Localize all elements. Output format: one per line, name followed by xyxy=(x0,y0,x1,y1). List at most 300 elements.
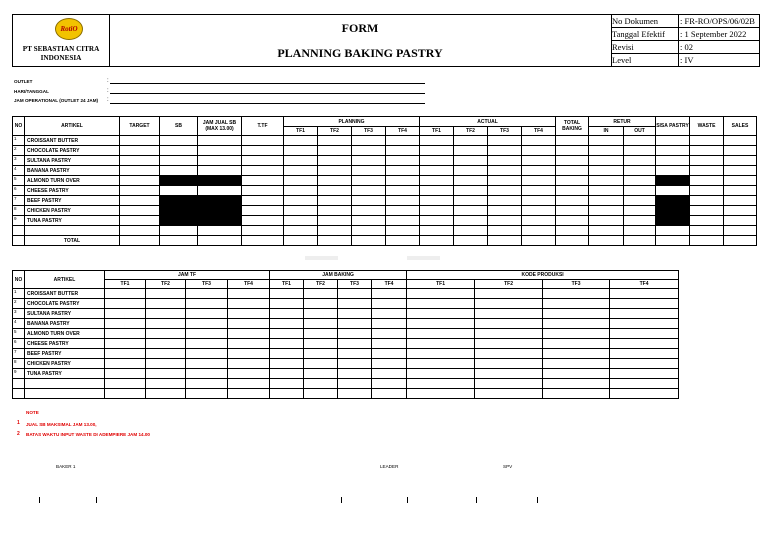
entry-cell[interactable] xyxy=(146,389,186,399)
entry-cell-ttf[interactable] xyxy=(242,226,284,236)
total-cell-sisa[interactable] xyxy=(656,236,690,246)
entry-cell-plan-tf3[interactable] xyxy=(352,216,386,226)
entry-cell[interactable] xyxy=(228,389,270,399)
entry-cell-waste[interactable] xyxy=(690,206,724,216)
entry-cell-act-tf2[interactable] xyxy=(454,186,488,196)
entry-cell[interactable] xyxy=(407,299,475,309)
entry-cell[interactable] xyxy=(228,349,270,359)
entry-cell-sales[interactable] xyxy=(724,146,757,156)
date-field[interactable] xyxy=(110,93,425,94)
entry-cell-total[interactable] xyxy=(556,166,589,176)
entry-cell-act-tf2[interactable] xyxy=(454,226,488,236)
entry-cell-plan-tf4[interactable] xyxy=(386,206,420,216)
entry-cell[interactable] xyxy=(270,289,304,299)
entry-cell-sb[interactable] xyxy=(160,136,198,146)
entry-cell[interactable] xyxy=(543,379,610,389)
entry-cell[interactable] xyxy=(543,369,610,379)
entry-cell[interactable] xyxy=(186,289,228,299)
entry-cell-target[interactable] xyxy=(120,216,160,226)
entry-cell-plan-tf3[interactable] xyxy=(352,136,386,146)
entry-cell[interactable] xyxy=(146,309,186,319)
entry-cell[interactable] xyxy=(270,379,304,389)
entry-cell-sisa[interactable] xyxy=(656,166,690,176)
entry-cell[interactable] xyxy=(610,359,679,369)
entry-cell[interactable] xyxy=(543,289,610,299)
entry-cell-plan-tf1[interactable] xyxy=(284,186,318,196)
entry-cell[interactable] xyxy=(270,299,304,309)
total-cell-sb[interactable] xyxy=(160,236,198,246)
entry-cell[interactable] xyxy=(338,389,372,399)
entry-cell-plan-tf2[interactable] xyxy=(318,166,352,176)
entry-cell[interactable] xyxy=(610,319,679,329)
entry-cell-act-tf4[interactable] xyxy=(522,206,556,216)
entry-cell-act-tf3[interactable] xyxy=(488,206,522,216)
entry-cell[interactable] xyxy=(228,379,270,389)
entry-cell-total[interactable] xyxy=(556,186,589,196)
entry-cell[interactable] xyxy=(304,289,338,299)
entry-cell-waste[interactable] xyxy=(690,176,724,186)
entry-cell-plan-tf2[interactable] xyxy=(318,136,352,146)
entry-cell-retur-out[interactable] xyxy=(624,176,656,186)
entry-cell[interactable] xyxy=(372,319,407,329)
entry-cell-waste[interactable] xyxy=(690,196,724,206)
entry-cell-plan-tf4[interactable] xyxy=(386,196,420,206)
entry-cell-retur-in[interactable] xyxy=(589,196,624,206)
entry-cell-jam[interactable] xyxy=(198,186,242,196)
entry-cell[interactable] xyxy=(146,289,186,299)
entry-cell-plan-tf1[interactable] xyxy=(284,196,318,206)
entry-cell[interactable] xyxy=(338,349,372,359)
entry-cell-retur-out[interactable] xyxy=(624,166,656,176)
entry-cell[interactable] xyxy=(475,369,543,379)
entry-cell-act-tf4[interactable] xyxy=(522,166,556,176)
entry-cell-sales[interactable] xyxy=(724,136,757,146)
entry-cell-act-tf1[interactable] xyxy=(420,136,454,146)
entry-cell[interactable] xyxy=(338,319,372,329)
entry-cell[interactable] xyxy=(543,309,610,319)
entry-cell-sisa[interactable] xyxy=(656,186,690,196)
entry-cell-target[interactable] xyxy=(120,186,160,196)
entry-cell-plan-tf1[interactable] xyxy=(284,176,318,186)
entry-cell-act-tf2[interactable] xyxy=(454,156,488,166)
entry-cell[interactable] xyxy=(338,359,372,369)
entry-cell-sales[interactable] xyxy=(724,186,757,196)
entry-cell[interactable] xyxy=(407,329,475,339)
entry-cell[interactable] xyxy=(372,309,407,319)
entry-cell[interactable] xyxy=(543,389,610,399)
entry-cell[interactable] xyxy=(304,379,338,389)
entry-cell-sb[interactable] xyxy=(160,186,198,196)
entry-cell-retur-in[interactable] xyxy=(589,186,624,196)
entry-cell-act-tf4[interactable] xyxy=(522,136,556,146)
entry-cell[interactable] xyxy=(186,359,228,369)
entry-cell-target[interactable] xyxy=(120,176,160,186)
entry-cell[interactable] xyxy=(105,369,146,379)
entry-cell-sb[interactable] xyxy=(160,166,198,176)
entry-cell-ttf[interactable] xyxy=(242,166,284,176)
total-cell-retur-in[interactable] xyxy=(589,236,624,246)
entry-cell[interactable] xyxy=(304,319,338,329)
entry-cell-act-tf1[interactable] xyxy=(420,146,454,156)
entry-cell-act-tf1[interactable] xyxy=(420,186,454,196)
entry-cell[interactable] xyxy=(186,299,228,309)
entry-cell-ttf[interactable] xyxy=(242,136,284,146)
entry-cell[interactable] xyxy=(475,389,543,399)
entry-cell-retur-out[interactable] xyxy=(624,196,656,206)
entry-cell[interactable] xyxy=(228,369,270,379)
entry-cell-sb[interactable] xyxy=(160,156,198,166)
entry-cell[interactable] xyxy=(543,339,610,349)
entry-cell[interactable] xyxy=(372,289,407,299)
entry-cell-sales[interactable] xyxy=(724,226,757,236)
entry-cell[interactable] xyxy=(146,319,186,329)
entry-cell[interactable] xyxy=(338,329,372,339)
entry-cell-ttf[interactable] xyxy=(242,186,284,196)
entry-cell-act-tf2[interactable] xyxy=(454,196,488,206)
entry-cell-sales[interactable] xyxy=(724,216,757,226)
entry-cell[interactable] xyxy=(304,349,338,359)
entry-cell[interactable] xyxy=(475,339,543,349)
entry-cell-act-tf2[interactable] xyxy=(454,146,488,156)
entry-cell[interactable] xyxy=(270,359,304,369)
entry-cell[interactable] xyxy=(338,379,372,389)
entry-cell[interactable] xyxy=(186,339,228,349)
total-cell-act-tf4[interactable] xyxy=(522,236,556,246)
entry-cell[interactable] xyxy=(228,359,270,369)
entry-cell[interactable] xyxy=(372,329,407,339)
entry-cell[interactable] xyxy=(105,389,146,399)
entry-cell[interactable] xyxy=(105,309,146,319)
entry-cell[interactable] xyxy=(146,379,186,389)
entry-cell[interactable] xyxy=(228,309,270,319)
entry-cell-act-tf3[interactable] xyxy=(488,186,522,196)
entry-cell-sb[interactable] xyxy=(160,226,198,236)
entry-cell-jam[interactable] xyxy=(198,136,242,146)
entry-cell[interactable] xyxy=(270,339,304,349)
entry-cell-retur-out[interactable] xyxy=(624,186,656,196)
entry-cell-act-tf3[interactable] xyxy=(488,136,522,146)
entry-cell-total[interactable] xyxy=(556,216,589,226)
entry-cell-retur-out[interactable] xyxy=(624,156,656,166)
entry-cell[interactable] xyxy=(407,359,475,369)
entry-cell-plan-tf3[interactable] xyxy=(352,146,386,156)
entry-cell-act-tf4[interactable] xyxy=(522,186,556,196)
entry-cell-retur-in[interactable] xyxy=(589,146,624,156)
entry-cell[interactable] xyxy=(186,329,228,339)
entry-cell-total[interactable] xyxy=(556,196,589,206)
entry-cell[interactable] xyxy=(543,349,610,359)
entry-cell[interactable] xyxy=(186,369,228,379)
entry-cell-jam[interactable] xyxy=(198,156,242,166)
entry-cell-ttf[interactable] xyxy=(242,206,284,216)
entry-cell[interactable] xyxy=(475,359,543,369)
entry-cell[interactable] xyxy=(543,319,610,329)
entry-cell-plan-tf3[interactable] xyxy=(352,176,386,186)
total-cell-act-tf2[interactable] xyxy=(454,236,488,246)
entry-cell-sales[interactable] xyxy=(724,206,757,216)
entry-cell[interactable] xyxy=(338,289,372,299)
entry-cell-waste[interactable] xyxy=(690,226,724,236)
entry-cell-total[interactable] xyxy=(556,226,589,236)
entry-cell-act-tf3[interactable] xyxy=(488,226,522,236)
entry-cell-act-tf2[interactable] xyxy=(454,136,488,146)
entry-cell[interactable] xyxy=(304,329,338,339)
entry-cell[interactable] xyxy=(610,299,679,309)
entry-cell-total[interactable] xyxy=(556,156,589,166)
entry-cell[interactable] xyxy=(372,349,407,359)
entry-cell-plan-tf1[interactable] xyxy=(284,166,318,176)
entry-cell[interactable] xyxy=(475,289,543,299)
entry-cell-sisa[interactable] xyxy=(656,136,690,146)
entry-cell-act-tf2[interactable] xyxy=(454,216,488,226)
entry-cell[interactable] xyxy=(105,359,146,369)
entry-cell-total[interactable] xyxy=(556,176,589,186)
entry-cell-act-tf4[interactable] xyxy=(522,156,556,166)
entry-cell[interactable] xyxy=(338,299,372,309)
entry-cell[interactable] xyxy=(186,309,228,319)
entry-cell-retur-in[interactable] xyxy=(589,156,624,166)
entry-cell-act-tf3[interactable] xyxy=(488,176,522,186)
entry-cell[interactable] xyxy=(407,289,475,299)
entry-cell-act-tf1[interactable] xyxy=(420,216,454,226)
total-cell-plan-tf3[interactable] xyxy=(352,236,386,246)
entry-cell-retur-in[interactable] xyxy=(589,206,624,216)
entry-cell-plan-tf2[interactable] xyxy=(318,226,352,236)
entry-cell-retur-in[interactable] xyxy=(589,136,624,146)
entry-cell[interactable] xyxy=(186,379,228,389)
entry-cell[interactable] xyxy=(270,369,304,379)
entry-cell[interactable] xyxy=(610,349,679,359)
entry-cell[interactable] xyxy=(186,389,228,399)
entry-cell[interactable] xyxy=(186,349,228,359)
entry-cell[interactable] xyxy=(543,299,610,309)
entry-cell[interactable] xyxy=(407,369,475,379)
entry-cell[interactable] xyxy=(304,299,338,309)
total-cell-jam[interactable] xyxy=(198,236,242,246)
entry-cell[interactable] xyxy=(105,329,146,339)
entry-cell-waste[interactable] xyxy=(690,186,724,196)
entry-cell[interactable] xyxy=(407,379,475,389)
entry-cell[interactable] xyxy=(105,339,146,349)
entry-cell-plan-tf4[interactable] xyxy=(386,156,420,166)
total-cell-plan-tf4[interactable] xyxy=(386,236,420,246)
entry-cell-total[interactable] xyxy=(556,136,589,146)
total-cell-plan-tf2[interactable] xyxy=(318,236,352,246)
entry-cell-act-tf1[interactable] xyxy=(420,156,454,166)
entry-cell[interactable] xyxy=(270,349,304,359)
entry-cell-retur-in[interactable] xyxy=(589,226,624,236)
entry-cell-plan-tf1[interactable] xyxy=(284,146,318,156)
entry-cell[interactable] xyxy=(186,319,228,329)
total-cell-retur-out[interactable] xyxy=(624,236,656,246)
entry-cell-act-tf1[interactable] xyxy=(420,206,454,216)
entry-cell-plan-tf2[interactable] xyxy=(318,156,352,166)
total-cell-act-tf1[interactable] xyxy=(420,236,454,246)
entry-cell-retur-out[interactable] xyxy=(624,206,656,216)
entry-cell-waste[interactable] xyxy=(690,146,724,156)
entry-cell[interactable] xyxy=(304,359,338,369)
entry-cell[interactable] xyxy=(146,369,186,379)
entry-cell[interactable] xyxy=(304,339,338,349)
entry-cell[interactable] xyxy=(372,389,407,399)
entry-cell[interactable] xyxy=(105,319,146,329)
entry-cell[interactable] xyxy=(475,329,543,339)
entry-cell[interactable] xyxy=(146,359,186,369)
entry-cell-retur-in[interactable] xyxy=(589,176,624,186)
entry-cell[interactable] xyxy=(146,329,186,339)
entry-cell-act-tf4[interactable] xyxy=(522,216,556,226)
entry-cell-act-tf1[interactable] xyxy=(420,196,454,206)
entry-cell[interactable] xyxy=(543,329,610,339)
entry-cell[interactable] xyxy=(270,319,304,329)
total-cell-sales[interactable] xyxy=(724,236,757,246)
entry-cell-retur-out[interactable] xyxy=(624,216,656,226)
entry-cell[interactable] xyxy=(228,299,270,309)
entry-cell[interactable] xyxy=(610,329,679,339)
entry-cell-ttf[interactable] xyxy=(242,196,284,206)
entry-cell-retur-out[interactable] xyxy=(624,146,656,156)
entry-cell-waste[interactable] xyxy=(690,136,724,146)
entry-cell-retur-out[interactable] xyxy=(624,136,656,146)
entry-cell-sales[interactable] xyxy=(724,176,757,186)
entry-cell-target[interactable] xyxy=(120,166,160,176)
entry-cell-sales[interactable] xyxy=(724,166,757,176)
entry-cell[interactable] xyxy=(338,339,372,349)
entry-cell[interactable] xyxy=(372,369,407,379)
entry-cell-sb[interactable] xyxy=(160,146,198,156)
entry-cell-act-tf3[interactable] xyxy=(488,166,522,176)
entry-cell-target[interactable] xyxy=(120,206,160,216)
entry-cell[interactable] xyxy=(407,319,475,329)
entry-cell[interactable] xyxy=(610,339,679,349)
entry-cell-act-tf3[interactable] xyxy=(488,196,522,206)
entry-cell-act-tf2[interactable] xyxy=(454,206,488,216)
entry-cell-target[interactable] xyxy=(120,146,160,156)
entry-cell[interactable] xyxy=(338,369,372,379)
total-cell-ttf[interactable] xyxy=(242,236,284,246)
entry-cell-sales[interactable] xyxy=(724,196,757,206)
entry-cell[interactable] xyxy=(105,289,146,299)
entry-cell-sisa[interactable] xyxy=(656,156,690,166)
entry-cell-act-tf4[interactable] xyxy=(522,176,556,186)
entry-cell[interactable] xyxy=(270,329,304,339)
entry-cell[interactable] xyxy=(228,339,270,349)
entry-cell[interactable] xyxy=(372,339,407,349)
entry-cell[interactable] xyxy=(610,379,679,389)
entry-cell[interactable] xyxy=(304,309,338,319)
entry-cell-plan-tf1[interactable] xyxy=(284,156,318,166)
total-cell-plan-tf1[interactable] xyxy=(284,236,318,246)
entry-cell-target[interactable] xyxy=(120,226,160,236)
entry-cell-plan-tf4[interactable] xyxy=(386,136,420,146)
total-cell-act-tf3[interactable] xyxy=(488,236,522,246)
entry-cell-plan-tf4[interactable] xyxy=(386,226,420,236)
entry-cell-target[interactable] xyxy=(120,136,160,146)
entry-cell-jam[interactable] xyxy=(198,226,242,236)
entry-cell-plan-tf4[interactable] xyxy=(386,176,420,186)
entry-cell-ttf[interactable] xyxy=(242,216,284,226)
entry-cell-act-tf3[interactable] xyxy=(488,216,522,226)
entry-cell[interactable] xyxy=(304,389,338,399)
entry-cell[interactable] xyxy=(407,339,475,349)
entry-cell[interactable] xyxy=(372,379,407,389)
entry-cell-jam[interactable] xyxy=(198,166,242,176)
entry-cell-plan-tf1[interactable] xyxy=(284,226,318,236)
entry-cell[interactable] xyxy=(543,359,610,369)
entry-cell[interactable] xyxy=(146,299,186,309)
entry-cell[interactable] xyxy=(372,299,407,309)
entry-cell-plan-tf3[interactable] xyxy=(352,166,386,176)
entry-cell[interactable] xyxy=(146,349,186,359)
outlet-field[interactable] xyxy=(110,83,425,84)
entry-cell-sisa[interactable] xyxy=(656,226,690,236)
entry-cell-act-tf4[interactable] xyxy=(522,226,556,236)
entry-cell[interactable] xyxy=(270,309,304,319)
entry-cell-plan-tf4[interactable] xyxy=(386,216,420,226)
entry-cell-act-tf2[interactable] xyxy=(454,176,488,186)
entry-cell[interactable] xyxy=(228,289,270,299)
entry-cell-act-tf1[interactable] xyxy=(420,226,454,236)
entry-cell[interactable] xyxy=(105,379,146,389)
entry-cell-sisa[interactable] xyxy=(656,146,690,156)
entry-cell-plan-tf4[interactable] xyxy=(386,146,420,156)
entry-cell-plan-tf3[interactable] xyxy=(352,186,386,196)
entry-cell-plan-tf2[interactable] xyxy=(318,196,352,206)
entry-cell[interactable] xyxy=(475,319,543,329)
entry-cell[interactable] xyxy=(475,349,543,359)
entry-cell-waste[interactable] xyxy=(690,156,724,166)
entry-cell-plan-tf3[interactable] xyxy=(352,226,386,236)
entry-cell-total[interactable] xyxy=(556,146,589,156)
entry-cell[interactable] xyxy=(610,289,679,299)
entry-cell[interactable] xyxy=(475,299,543,309)
entry-cell-act-tf1[interactable] xyxy=(420,166,454,176)
entry-cell-plan-tf1[interactable] xyxy=(284,136,318,146)
total-cell-target[interactable] xyxy=(120,236,160,246)
entry-cell-act-tf3[interactable] xyxy=(488,146,522,156)
entry-cell-plan-tf2[interactable] xyxy=(318,186,352,196)
entry-cell[interactable] xyxy=(372,359,407,369)
total-cell-waste[interactable] xyxy=(690,236,724,246)
entry-cell-plan-tf4[interactable] xyxy=(386,166,420,176)
entry-cell[interactable] xyxy=(105,349,146,359)
entry-cell-plan-tf3[interactable] xyxy=(352,196,386,206)
entry-cell-plan-tf2[interactable] xyxy=(318,216,352,226)
entry-cell-waste[interactable] xyxy=(690,166,724,176)
entry-cell[interactable] xyxy=(146,339,186,349)
entry-cell-waste[interactable] xyxy=(690,216,724,226)
entry-cell[interactable] xyxy=(610,309,679,319)
entry-cell[interactable] xyxy=(228,329,270,339)
entry-cell-plan-tf2[interactable] xyxy=(318,176,352,186)
entry-cell-plan-tf3[interactable] xyxy=(352,206,386,216)
entry-cell-retur-out[interactable] xyxy=(624,226,656,236)
entry-cell-ttf[interactable] xyxy=(242,146,284,156)
entry-cell[interactable] xyxy=(475,309,543,319)
entry-cell[interactable] xyxy=(338,309,372,319)
entry-cell[interactable] xyxy=(407,389,475,399)
entry-cell-act-tf1[interactable] xyxy=(420,176,454,186)
entry-cell[interactable] xyxy=(610,369,679,379)
entry-cell[interactable] xyxy=(610,389,679,399)
entry-cell-retur-in[interactable] xyxy=(589,166,624,176)
entry-cell-plan-tf3[interactable] xyxy=(352,156,386,166)
entry-cell-sales[interactable] xyxy=(724,156,757,166)
entry-cell-plan-tf4[interactable] xyxy=(386,186,420,196)
entry-cell-act-tf3[interactable] xyxy=(488,156,522,166)
entry-cell[interactable] xyxy=(407,349,475,359)
entry-cell-retur-in[interactable] xyxy=(589,216,624,226)
